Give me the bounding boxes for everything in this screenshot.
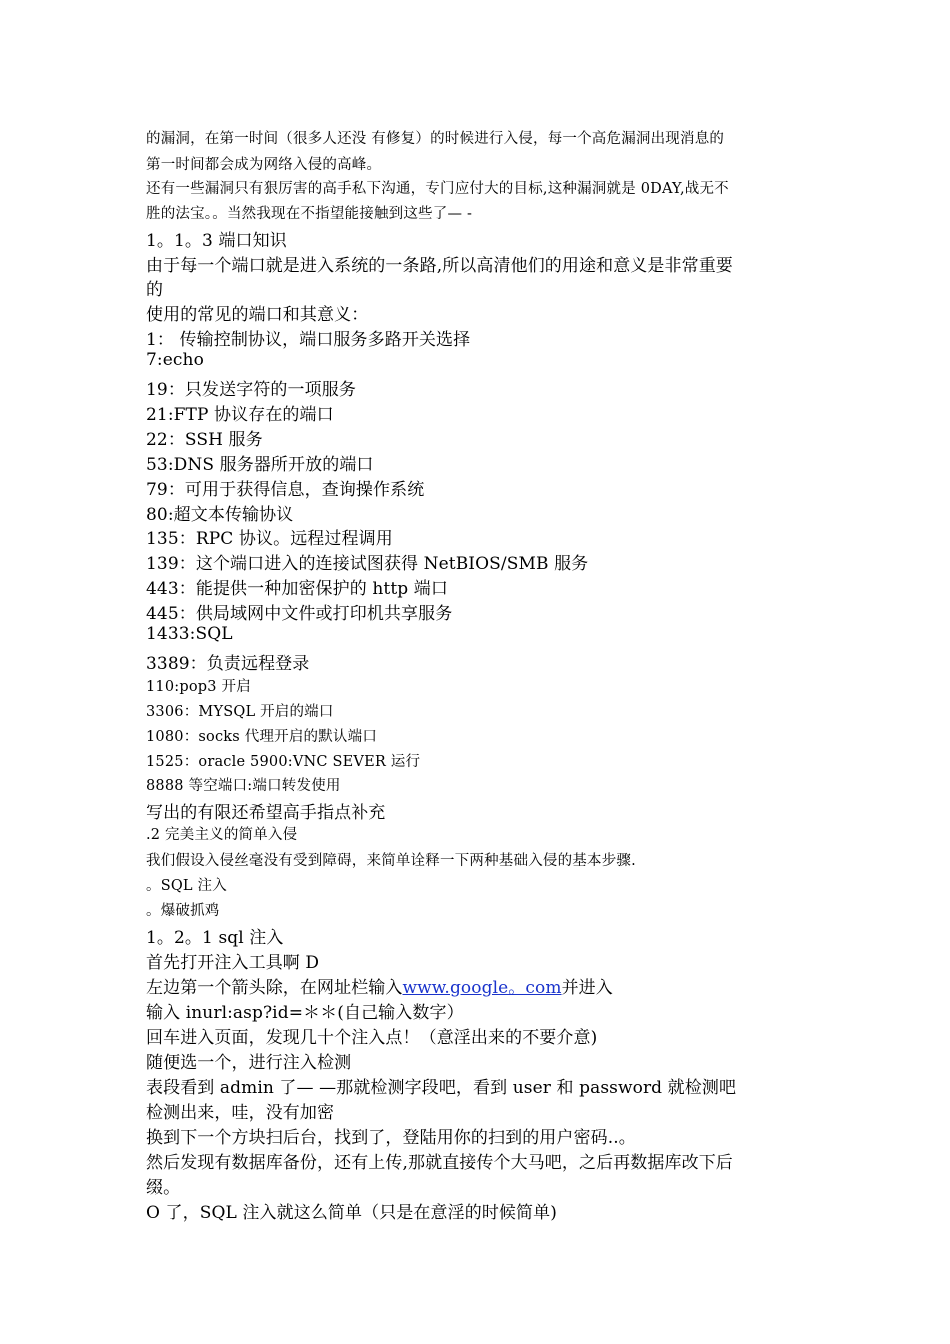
text-line: 还有一些漏洞只有狠厉害的高手私下沟通，专门应付大的目标,这种漏洞就是 0DAY,战无不 [146,181,729,197]
port-item: 1525：oracle 5900:VNC SEVER 运行 [146,754,421,770]
port-item: 8888 等空端口:端口转发使用 [146,778,341,794]
text-line: 写出的有限还希望高手指点补充 [146,803,386,823]
section-heading: .2 完美主义的简单入侵 [146,827,298,843]
text-line: 第一时间都会成为网络入侵的高峰。 [146,157,382,173]
text-line: 输入 inurl:asp?id=＊＊(自己输入数字） [146,1003,464,1023]
text-line: 的 [146,280,164,300]
port-item: 19：只发送字符的一项服务 [146,380,356,400]
text-line: 我们假设入侵丝毫没有受到障碍，来简单诠释一下两种基础入侵的基本步骤. [146,853,636,869]
port-item: 135：RPC 协议。远程过程调用 [146,529,393,549]
port-item: 7:echo [146,350,204,370]
port-item: 445：供局域网中文件或打印机共享服务 [146,604,453,624]
port-item: 1433:SQL [146,624,233,644]
list-item: 。SQL 注入 [146,878,227,894]
text-line: 缀。 [146,1178,181,1198]
port-item: 21:FTP 协议存在的端口 [146,405,334,425]
text-line: 回车进入页面，发现几十个注入点！（意淫出来的不要介意) [146,1028,598,1048]
port-item: 53:DNS 服务器所开放的端口 [146,455,374,475]
port-item: 443：能提供一种加密保护的 http 端口 [146,579,448,599]
port-item: 79：可用于获得信息，查询操作系统 [146,480,425,500]
text-line [146,973,613,998]
section-heading: 1。2。1 sql 注入 [146,928,284,948]
port-item: 110:pop3 开启 [146,679,251,695]
port-item: 80:超文本传输协议 [146,505,294,525]
text-line: 的漏洞，在第一时间（很多人还没 有修复）的时候进行入侵，每一个高危漏洞出现消息的 [146,131,725,147]
text-line: 换到下一个方块扫后台，找到了，登陆用你的扫到的用户密码..。 [146,1128,636,1148]
text-line: 由于每一个端口就是进入系统的一条路,所以高清他们的用途和意义是非常重要 [146,256,733,276]
port-item: 3389：负责远程登录 [146,654,310,674]
port-item: 3306：MYSQL 开启的端口 [146,704,334,720]
text-line: 检测出来，哇，没有加密 [146,1103,335,1123]
list-item: 。爆破抓鸡 [146,903,220,919]
port-item: 1080：socks 代理开启的默认端口 [146,729,378,745]
port-item: 1： 传输控制协议，端口服务多路开关选择 [146,330,471,350]
port-item: 139：这个端口进入的连接试图获得 NetBIOS/SMB 服务 [146,554,589,574]
text-segment: 左边第一个箭头除，在网址栏输入 [146,978,403,998]
text-line: 使用的常见的端口和其意义： [146,305,369,325]
port-item: 22：SSH 服务 [146,430,263,450]
text-line: 表段看到 admin 了— —那就检测字段吧，看到 user 和 password 就检测吧 [146,1078,737,1098]
google-link[interactable]: www.google。com [402,978,562,998]
section-heading: 1。1。3 端口知识 [146,231,287,251]
text-line: 随便选一个，进行注入检测 [146,1053,352,1073]
text-line: O 了，SQL 注入就这么简单（只是在意淫的时候简单) [146,1203,557,1223]
text-line: 首先打开注入工具啊 D [146,953,320,973]
text-line: 然后发现有数据库备份，还有上传,那就直接传个大马吧，之后再数据库改下后 [146,1153,733,1173]
text-line: 胜的法宝。。当然我现在不指望能接触到这些了— - [146,206,473,222]
text-segment: 并进入 [561,978,613,998]
